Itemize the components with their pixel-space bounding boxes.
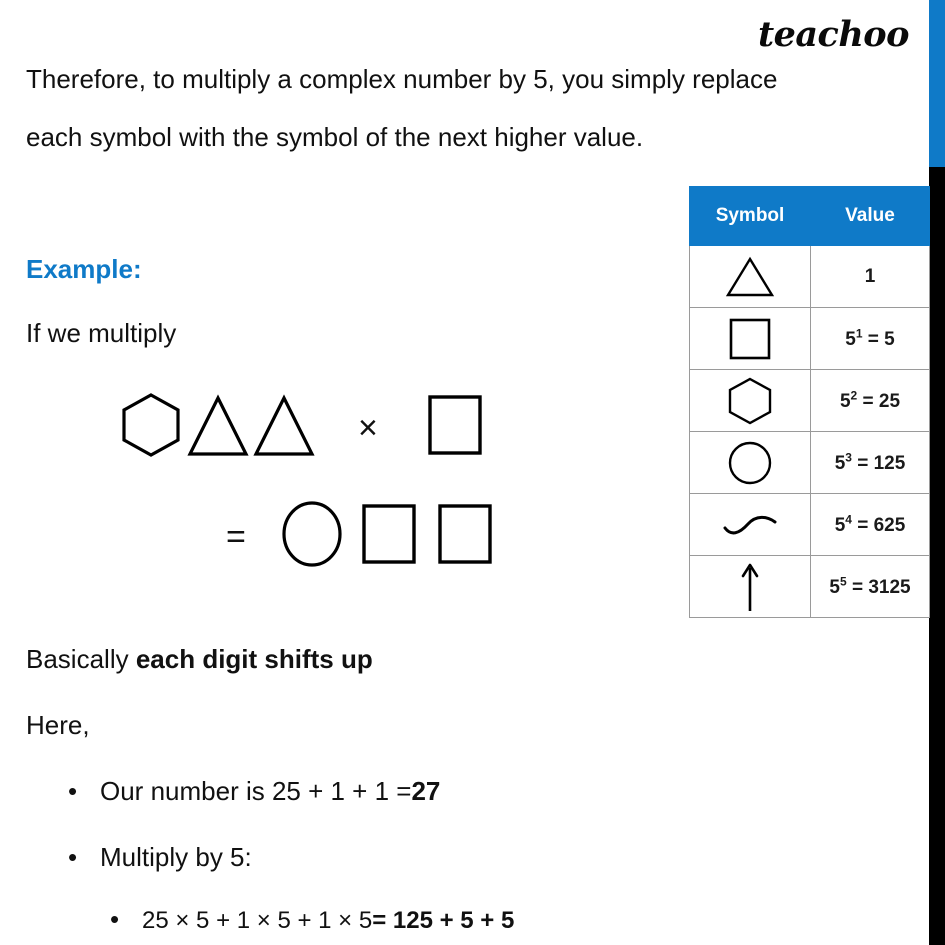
basically-bold: each digit shifts up	[135, 644, 373, 674]
square-icon	[690, 308, 810, 369]
table-row	[690, 246, 930, 308]
table-row	[690, 432, 930, 494]
value-exponent: 3	[845, 450, 852, 465]
basically-plain: Basically	[26, 644, 136, 674]
value-cell	[811, 432, 930, 494]
circle-icon	[280, 500, 344, 573]
symbol-cell	[690, 432, 811, 494]
value-base: 5	[839, 390, 851, 412]
column-header-value: Value	[811, 187, 930, 246]
value-rest: = 25	[857, 390, 901, 412]
value-exponent: 1	[855, 326, 863, 341]
value-text	[834, 450, 906, 474]
equals-operator: =	[226, 517, 246, 556]
bullet-marker-icon: •	[68, 776, 78, 806]
value-exponent: 4	[845, 512, 852, 527]
table-row	[690, 308, 930, 370]
value-cell	[811, 370, 930, 432]
value-cell	[811, 556, 930, 618]
square-icon	[426, 394, 484, 461]
value-base: 5	[834, 514, 846, 536]
bullet-marker-icon: •	[68, 842, 78, 872]
symbol-cell	[690, 494, 811, 556]
square-icon	[360, 503, 418, 570]
table-header-row	[690, 187, 930, 246]
bullet-marker-icon: •	[110, 904, 120, 934]
if-we-multiply-text: If we multiply	[26, 318, 177, 348]
triangle-icon	[690, 246, 810, 307]
value-text	[834, 512, 906, 536]
list-item-bold: 27	[411, 776, 441, 806]
intro-line-1: Therefore, to multiply a complex number by 5, you simply replace	[26, 64, 778, 94]
list-item	[68, 842, 252, 873]
symbol-cell	[690, 246, 811, 308]
hexagon-icon	[120, 392, 182, 463]
basically-line	[26, 646, 373, 672]
symbol-cell	[690, 308, 811, 370]
value-cell	[811, 246, 930, 308]
list-item-text: Multiply by 5:	[100, 842, 252, 872]
table-row	[690, 556, 930, 618]
value-base: 5	[834, 452, 846, 474]
circle-icon	[690, 432, 810, 493]
list-item	[110, 906, 514, 935]
value-text	[845, 326, 895, 350]
hexagon-icon	[690, 370, 810, 431]
value-base: 5	[845, 328, 856, 350]
column-header-symbol: Symbol	[690, 187, 811, 246]
value-rest: = 3125	[846, 576, 911, 598]
triangle-icon	[252, 392, 316, 463]
square-icon	[436, 503, 494, 570]
value-rest: = 5	[862, 328, 895, 350]
right-edge-blue-bar	[929, 0, 945, 167]
value-text	[839, 388, 901, 412]
value-text: 1	[864, 265, 876, 287]
list-item-text: 25 × 5 + 1 × 5 + 1 × 5	[142, 907, 373, 934]
value-cell	[811, 308, 930, 370]
value-exponent: 2	[850, 388, 858, 403]
symbol-cell	[690, 370, 811, 432]
table-row	[690, 370, 930, 432]
symbol-cell	[690, 556, 811, 618]
list-item-bold: = 125 + 5 + 5	[372, 907, 515, 934]
list-item	[68, 776, 440, 807]
value-base: 5	[829, 576, 840, 598]
equation-row-1	[120, 392, 484, 463]
teachoo-logo: teachoo	[757, 14, 909, 55]
example-heading: Example:	[26, 254, 142, 284]
symbol-value-table	[689, 186, 930, 618]
triangle-icon	[186, 392, 250, 463]
equation-row-2	[226, 500, 494, 573]
multiply-operator: ×	[358, 408, 378, 447]
here-text: Here,	[26, 710, 90, 740]
intro-line-2: each symbol with the symbol of the next higher value.	[26, 122, 644, 152]
right-edge-black-bar	[929, 167, 945, 945]
wave-icon	[690, 494, 810, 555]
up-arrow-icon	[690, 556, 810, 617]
table-row	[690, 494, 930, 556]
value-text	[829, 574, 911, 598]
value-rest: = 625	[851, 514, 906, 536]
list-item-text: Our number is 25 + 1 + 1 =	[100, 776, 412, 806]
value-cell	[811, 494, 930, 556]
value-exponent: 5	[839, 574, 847, 589]
value-rest: = 125	[851, 452, 906, 474]
